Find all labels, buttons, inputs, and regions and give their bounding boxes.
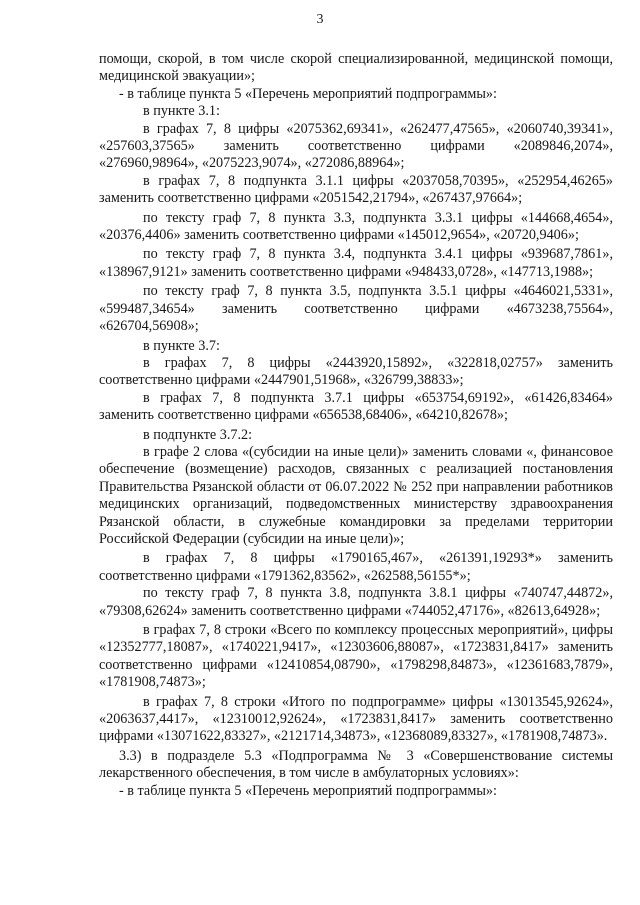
- paragraph: в графе 2 слова «(субсидии на иные цели)» заменить словами «, финансовое обеспечение (возмещение) расходов, связанных с реализацией постановления Правительства Рязанской области от 06.07.2022 № 252 при направлении работников медицинских организаций, подведомственных министерству здравоохранения Рязанской области, в служебные командировки за пределами территории Российской Федерации (субсидии на иные цели)»;: [99, 443, 613, 547]
- paragraph: по тексту граф 7, 8 пункта 3.5, подпункта 3.5.1 цифры «4646021,5331», «599487,34654» заменить соответственно цифрами «4673238,75564», «626704,56908»;: [99, 283, 613, 335]
- paragraph: помощи, скорой, в том числе скорой специализированной, медицинской помощи, медицинской эвакуации»;: [99, 51, 613, 85]
- paragraph: в графах 7, 8 строки «Всего по комплексу процессных мероприятий», цифры «12352777,18087», «1740221,9417», «12303606,88087», «1723831,8417» заменить соответственно цифрами «12410854,08790», «1798298,84873», «12361683,7879», «1781908,74873»;: [99, 622, 613, 691]
- paragraph: в графах 7, 8 подпункта 3.1.1 цифры «2037058,70395», «252954,46265» заменить соответственно цифрами «2051542,21794», «267437,97664»;: [99, 172, 613, 207]
- paragraph: в графах 7, 8 подпункта 3.7.1 цифры «653754,69192», «61426,83464» заменить соответственно цифрами «656538,68406», «64210,82678»;: [99, 389, 613, 424]
- paragraph: в пункте 3.7:: [143, 337, 220, 354]
- paragraph: 3.3) в подразделе 5.3 «Подпрограмма № 3 «Совершенствование системы лекарственного обеспечения, в том числе в амбулаторных условиях»:: [99, 747, 613, 782]
- paragraph: по тексту граф 7, 8 пункта 3.8, подпункта 3.8.1 цифры «740747,44872», «79308,62624» заменить соответственно цифрами «744052,47176», «82613,64928»;: [99, 585, 613, 619]
- paragraph: в графах 7, 8 цифры «2075362,69341», «262477,47565», «2060740,39341», «257603,37565» заменить соответственно цифрами «2089846,2074», «276960,98964», «2075223,9074», «272086,88964»;: [99, 120, 613, 172]
- paragraph: в графах 7, 8 строки «Итого по подпрограмме» цифры «13013545,92624», «2063637,4417», «12310012,92624», «1723831,8417» заменить соответственно цифрами «13071622,83327», «2121714,34873», «12368089,83327», «1781908,74873».: [99, 693, 613, 745]
- paragraph: - в таблице пункта 5 «Перечень мероприятий подпрограммы»:: [119, 85, 497, 102]
- paragraph: в графах 7, 8 цифры «2443920,15892», «322818,02757» заменить соответственно цифрами «2447901,51968», «326799,38833»;: [99, 354, 613, 389]
- page-number: 3: [316, 12, 324, 27]
- paragraph: в графах 7, 8 цифры «1790165,467», «261391,19293*» заменить соответственно цифрами «1791362,83562», «262588,56155*»;: [99, 550, 613, 584]
- paragraph: в пункте 3.1:: [143, 103, 220, 120]
- document-body: [99, 51, 613, 800]
- paragraph: по тексту граф 7, 8 пункта 3.3, подпункта 3.3.1 цифры «144668,4654», «20376,4406» заменить соответственно цифрами «145012,9654», «20720,9406»;: [99, 209, 613, 244]
- paragraph: - в таблице пункта 5 «Перечень мероприятий подпрограммы»:: [119, 782, 497, 799]
- paragraph: по тексту граф 7, 8 пункта 3.4, подпункта 3.4.1 цифры «939687,7861», «138967,9121» заменить соответственно цифрами «948433,0728», «147713,1988»;: [99, 246, 613, 280]
- paragraph: в подпункте 3.7.2:: [143, 426, 253, 443]
